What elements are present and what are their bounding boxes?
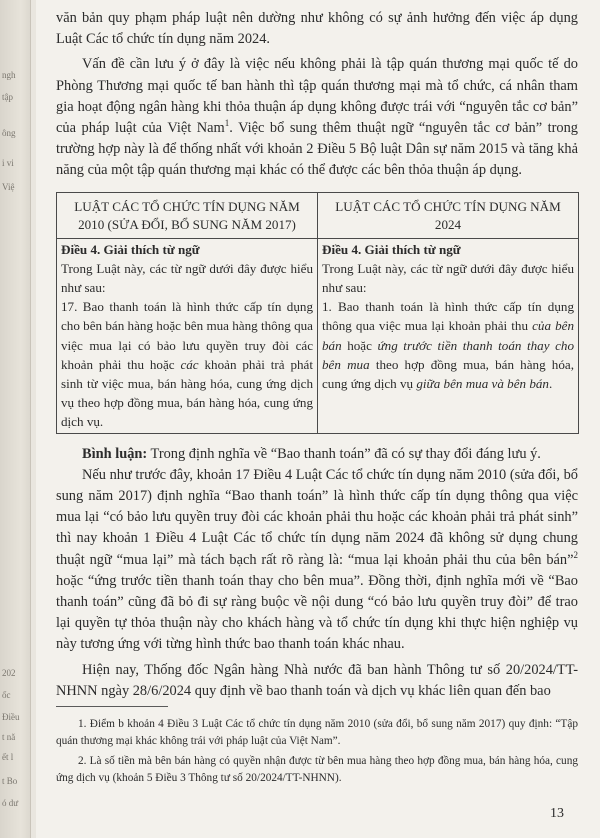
article-item: 17. Bao thanh toán là hình thức cấp tín dụng cho bên bán hàng hoặc bên mua hàng thông qua việc mua lại có bảo lưu quyền truy đòi các khoản phải thu hoặc các khoản phải trả phát sinh từ việc mua, bán hàng hóa, cung ứng dịch vụ theo hợp đồng mua, bán hàng hóa, cung ứng dịch vụ. (61, 299, 313, 430)
page-content (56, 8, 578, 702)
margin-fragment: ông (2, 128, 16, 138)
footnote-ref-2[interactable]: 2 (573, 549, 578, 560)
margin-fragment: tập (2, 92, 13, 102)
table-header-2010: LUẬT CÁC TỔ CHỨC TÍN DỤNG NĂM 2010 (SỬA ĐỔI, BỔ SUNG NĂM 2017) (57, 192, 318, 238)
margin-fragment: Điều (2, 712, 20, 722)
footnote-divider (56, 706, 168, 707)
margin-fragment: t nă (2, 732, 16, 742)
footnote-2: 2. Là số tiền mà bên bán hàng có quyền nhận được từ bên mua hàng theo hợp đồng mua, bán hàng hóa, cung ứng dịch vụ (khoản 5 Điều 3 Thông tư số 20/2024/TT-NHNN). (56, 755, 578, 784)
comparison-table (56, 192, 579, 434)
footnote-1: 1. Điểm b khoản 4 Điều 3 Luật Các tổ chức tín dụng năm 2010 (sửa đổi, bổ sung năm 2017) quy định: “Tập quán thương mại khác không trái với pháp luật của Việt Nam”. (56, 718, 578, 747)
commentary-paragraph: Nếu như trước đây, khoản 17 Điều 4 Luật Các tổ chức tín dụng năm 2010 (sửa đổi, bổ sung năm 2017) định nghĩa “Bao thanh toán” là hình thức cấp tín dụng thông qua việc mua lại “có bảo lưu quyền truy đòi các khoản phải thu hoặc các khoản phải trả phát sinh” thì nay khoản 1 Điều 4 Luật Các tổ chức tín dụng năm 2024 đã không sử dụng chung thuật ngữ “mua lại” mà tách bạch rất rõ ràng là: “mua lại khoản phải thu của bên bán”$^2$ hoặc “ứng trước tiền thanh toán thay cho bên mua”. Đồng thời, định nghĩa mới về “Bao thanh toán” cũng đã bỏ đi sự ràng buộc về nội dung “có bảo lưu quyền truy đòi” để trao lại quyền tự thỏa thuận này cho khách hàng và tổ chức tín dụng khi thực hiện nghiệp vụ này tương ứng với từng hình thức bao thanh toán khác nhau. (56, 466, 578, 653)
article-intro: Trong Luật này, các từ ngữ dưới đây được hiểu như sau: (61, 260, 313, 296)
commentary-last-paragraph: Hiện nay, Thống đốc Ngân hàng Nhà nước đã ban hành Thông tư số 20/2024/TT-NHNN ngày 28/6/2024 quy định về bao thanh toán và dịch vụ khác liên quan đến bao (56, 661, 578, 699)
margin-fragment: i vi (2, 158, 14, 168)
commentary-label: Bình luận: (82, 445, 148, 462)
margin-fragment: ngh (2, 70, 16, 80)
paragraph-customs: Vấn đề cần lưu ý ở đây là việc nếu không phải là tập quán thương mại quốc tế do Phòng Thương mại quốc tế ban hành thì tập quán thương mại mà tổ chức, cá nhân tham gia hoạt động ngân hàng khi thỏa thuận áp dụng không được trái với “nguyên tắc cơ bản” của pháp luật của Việt Nam$^1$. Việc bổ sung thêm thuật ngữ “nguyên tắc cơ bản” trong trường hợp này là để thống nhất với khoản 2 Điều 5 Bộ luật Dân sự năm 2015 và tăng khả năng của một tập quán thương mại khác có thể được các bên thỏa thuận áp dụng. (56, 56, 578, 179)
article-item: 1. Bao thanh toán là hình thức cấp tín dụng thông qua việc mua lại khoản phải thu của bên bán hoặc ứng trước tiền thanh toán thay cho bên mua theo hợp đồng mua, bán hàng hóa, cung ứng dịch vụ giữa bên mua và bên bán. (322, 299, 574, 392)
page-number: 13 (550, 806, 564, 821)
commentary-lead: Bình luận: Trong định nghĩa về “Bao thanh toán” đã có sự thay đổi đáng lưu ý. (82, 445, 541, 462)
adjacent-page-edge (0, 0, 31, 838)
footnotes (56, 716, 578, 790)
margin-fragment: ốc (2, 690, 11, 700)
margin-fragment: ó dư (2, 798, 19, 808)
margin-fragment: Việ (2, 182, 15, 192)
book-page (36, 0, 600, 838)
article-title: Điều 4. Giải thích từ ngữ (322, 241, 461, 257)
paragraph-intro: văn bản quy phạm pháp luật nên dường như không có sự ảnh hưởng đến việc áp dụng Luật Các tổ chức tín dụng năm 2024. (56, 10, 578, 48)
footnote-ref-1[interactable]: 1 (224, 118, 230, 129)
table-cell-2024 (318, 238, 579, 433)
article-title: Điều 4. Giải thích từ ngữ (61, 241, 200, 257)
margin-fragment: 202 (2, 668, 16, 678)
article-intro: Trong Luật này, các từ ngữ dưới đây được hiểu như sau: (322, 260, 574, 296)
margin-fragment: t Bo (2, 776, 18, 786)
table-cell-2010 (57, 238, 318, 433)
table-header-2024: LUẬT CÁC TỔ CHỨC TÍN DỤNG NĂM 2024 (318, 192, 579, 238)
margin-fragment: ết l (2, 752, 14, 762)
